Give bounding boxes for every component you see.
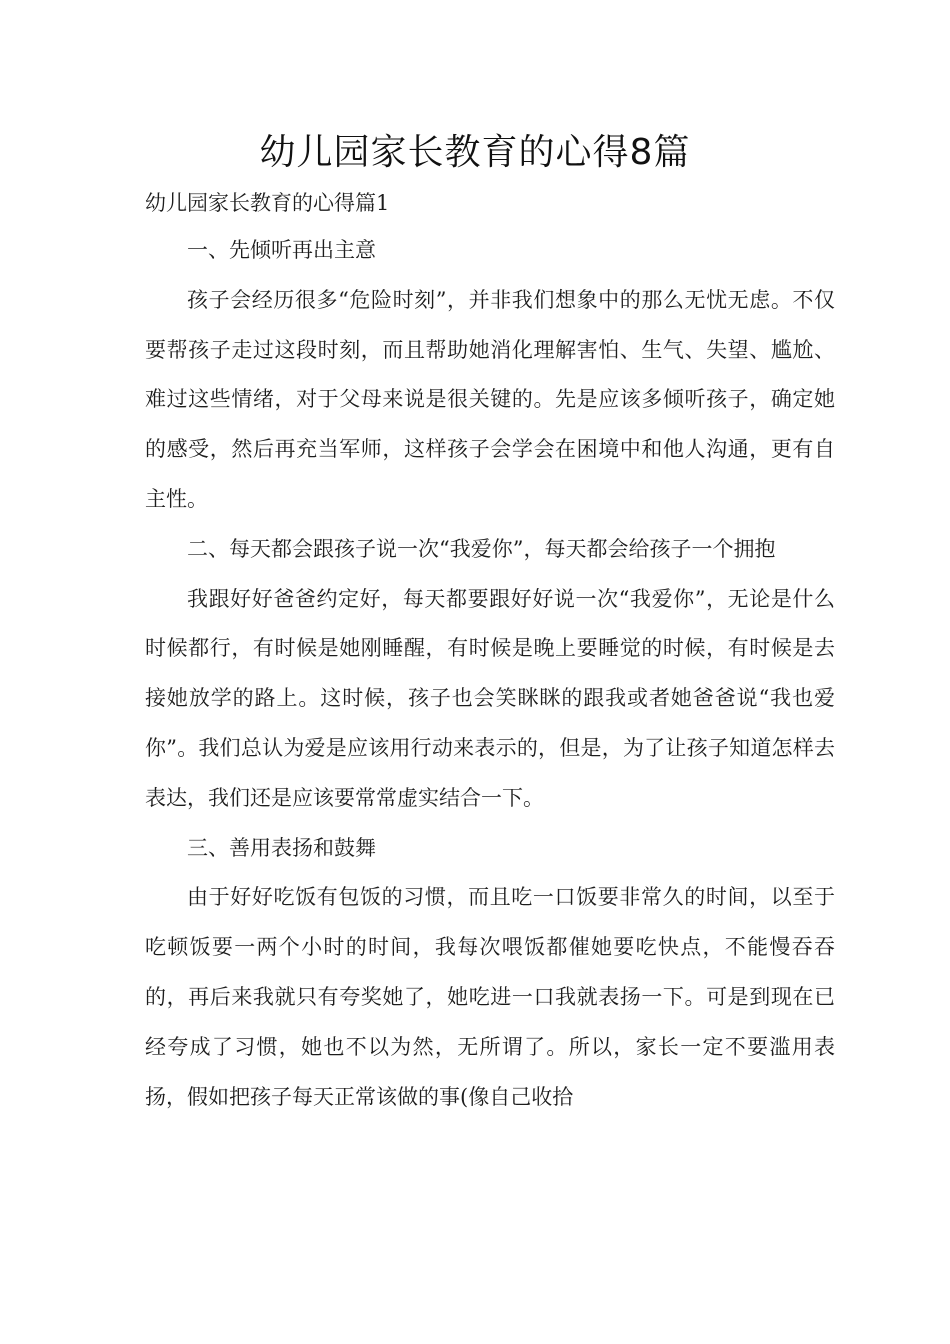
section-subtitle: 幼儿园家长教育的心得篇1: [145, 191, 390, 215]
paragraph-2: 我跟好好爸爸约定好，每天都要跟好好说一次“我爱你”，无论是什么时候都行，有时候是她刚睡醒，有时候是晚上要睡觉的时候，有时候是去接她放学的路上。这时候，孩子也会笑眯眯的跟我或者她爸爸说“我也爱你”。我们总认为爱是应该用行动来表示的，但是，为了让孩子知道怎样去表达，我们还是应该要常常虚实结合一下。: [145, 586, 835, 810]
section-heading-3: 三、善用表扬和鼓舞: [187, 835, 376, 860]
paragraph-3: 由于好好吃饭有包饭的习惯，而且吃一口饭要非常久的时间，以至于吃顿饭要一两个小时的时间，我每次喂饭都催她要吃快点，不能慢吞吞的，再后来我就只有夸奖她了，她吃进一口我就表扬一下。可是到现在已经夸成了习惯，她也不以为然，无所谓了。所以，家长一定不要滥用表扬，假如把孩子每天正常该做的事(像自己收拾: [145, 885, 835, 1109]
section-heading-1: 一、先倾听再出主意: [187, 238, 376, 262]
section-heading-2: 二、每天都会跟孩子说一次“我爱你”，每天都会给孩子一个拥抱: [187, 536, 776, 561]
paragraph-1: 孩子会经历很多“危险时刻”，并非我们想象中的那么无忧无虑。不仅要帮孩子走过这段时刻，而且帮助她消化理解害怕、生气、失望、尴尬、难过这些情绪，对于父母来说是很关键的。先是应该多倾听孩子，确定她的感受，然后再充当军师，这样孩子会学会在困境中和他人沟通，更有自主性。: [145, 287, 835, 511]
document-body: [145, 180, 835, 1122]
document-title: 幼儿园家长教育的心得8篇: [259, 132, 691, 173]
